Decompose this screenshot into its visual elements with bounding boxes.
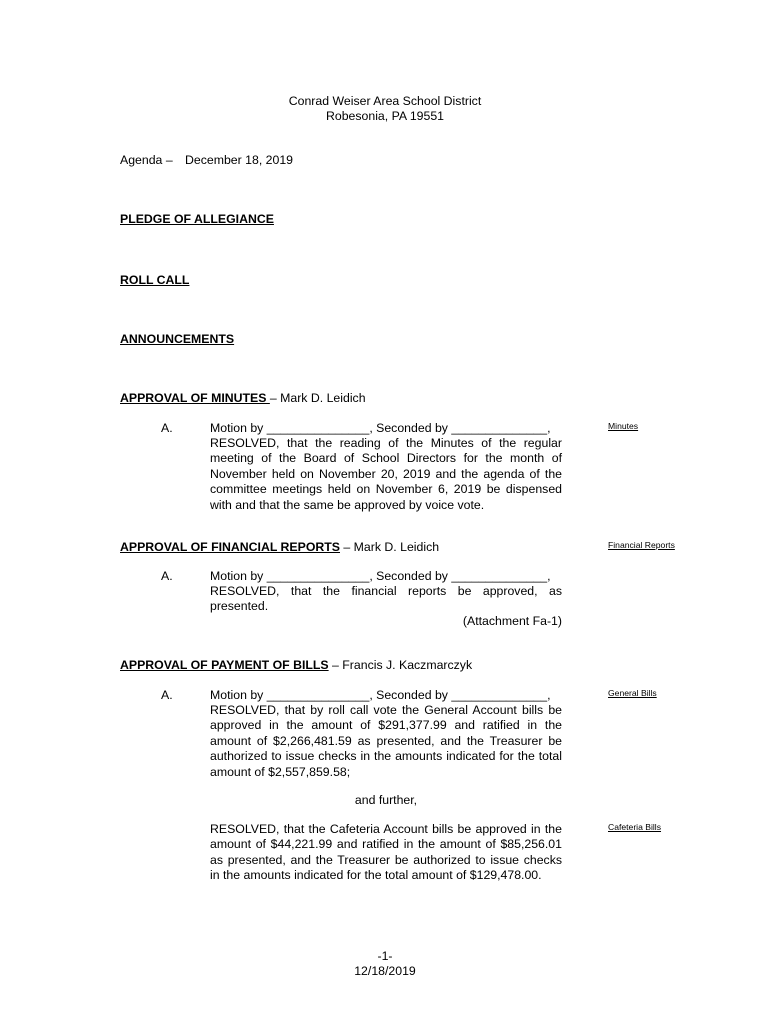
bills-item-letter: A.: [161, 688, 173, 702]
bills-motion: Motion by _______________, Seconded by ______________,: [210, 688, 551, 702]
bills-resolution-cafeteria: RESOLVED, that the Cafeteria Account bills be approved in the amount of $44,221.99 and ratified in the amount of $85,256.01 as presented, and the Treasurer be authorized to issue checks in the amounts indicated for the total amount of $129,478.00.: [210, 822, 562, 883]
bills-and-further: and further,: [354, 793, 418, 807]
side-note-cafeteria-bills[interactable]: Cafeteria Bills: [608, 822, 662, 832]
minutes-resolution: RESOLVED, that the reading of the Minutes of the regular meeting of the Board of School Directors for the month of November held on November 20, 2019 and the agenda of the committee meetings held on November 6, 2019 be dispensed with and that the same be approved by voice vote.: [210, 436, 562, 512]
heading-announcements: ANNOUNCEMENTS: [120, 332, 235, 346]
bills-title: APPROVAL OF PAYMENT OF BILLS: [120, 658, 329, 672]
side-note-minutes[interactable]: Minutes: [608, 421, 639, 431]
bills-resolution-general: RESOLVED, that by roll call vote the General Account bills be approved in the amount of $291,377.99 and ratified in the amount of $2,266,481.59 as presented, and the Treasurer be authorized to issue checks in the amounts indicated for the total amount of $2,557,859.58;: [210, 703, 562, 779]
side-note-financial-reports[interactable]: Financial Reports: [608, 540, 675, 550]
district-name: Conrad Weiser Area School District: [288, 94, 482, 108]
minutes-heading: [120, 391, 366, 406]
agenda-date: December 18, 2019: [185, 153, 294, 167]
financial-motion: Motion by _______________, Seconded by ______________,: [210, 569, 551, 583]
minutes-motion: Motion by _______________, Seconded by ______________,: [210, 421, 551, 435]
district-location: Robesonia, PA 19551: [325, 109, 445, 123]
page-number: -1-: [377, 949, 393, 963]
bills-presenter: – Francis J. Kaczmarczyk: [328, 658, 473, 672]
bills-heading: [120, 658, 472, 673]
financial-title: APPROVAL OF FINANCIAL REPORTS: [120, 540, 340, 554]
heading-roll-call: ROLL CALL: [120, 273, 190, 287]
financial-attachment: (Attachment Fa-1): [462, 614, 562, 628]
minutes-title: APPROVAL OF MINUTES: [120, 391, 270, 405]
financial-resolution: RESOLVED, that the financial reports be approved, as presented.: [210, 584, 562, 614]
minutes-presenter: – Mark D. Leidich: [269, 391, 366, 405]
minutes-item-letter: A.: [161, 421, 173, 435]
agenda-label: Agenda –: [120, 153, 173, 167]
financial-presenter: – Mark D. Leidich: [340, 540, 440, 554]
financial-item-letter: A.: [161, 569, 173, 583]
side-note-general-bills[interactable]: General Bills: [608, 688, 657, 698]
footer-date: 12/18/2019: [354, 964, 416, 978]
financial-heading: [120, 540, 439, 555]
heading-pledge: PLEDGE OF ALLEGIANCE: [120, 212, 274, 226]
